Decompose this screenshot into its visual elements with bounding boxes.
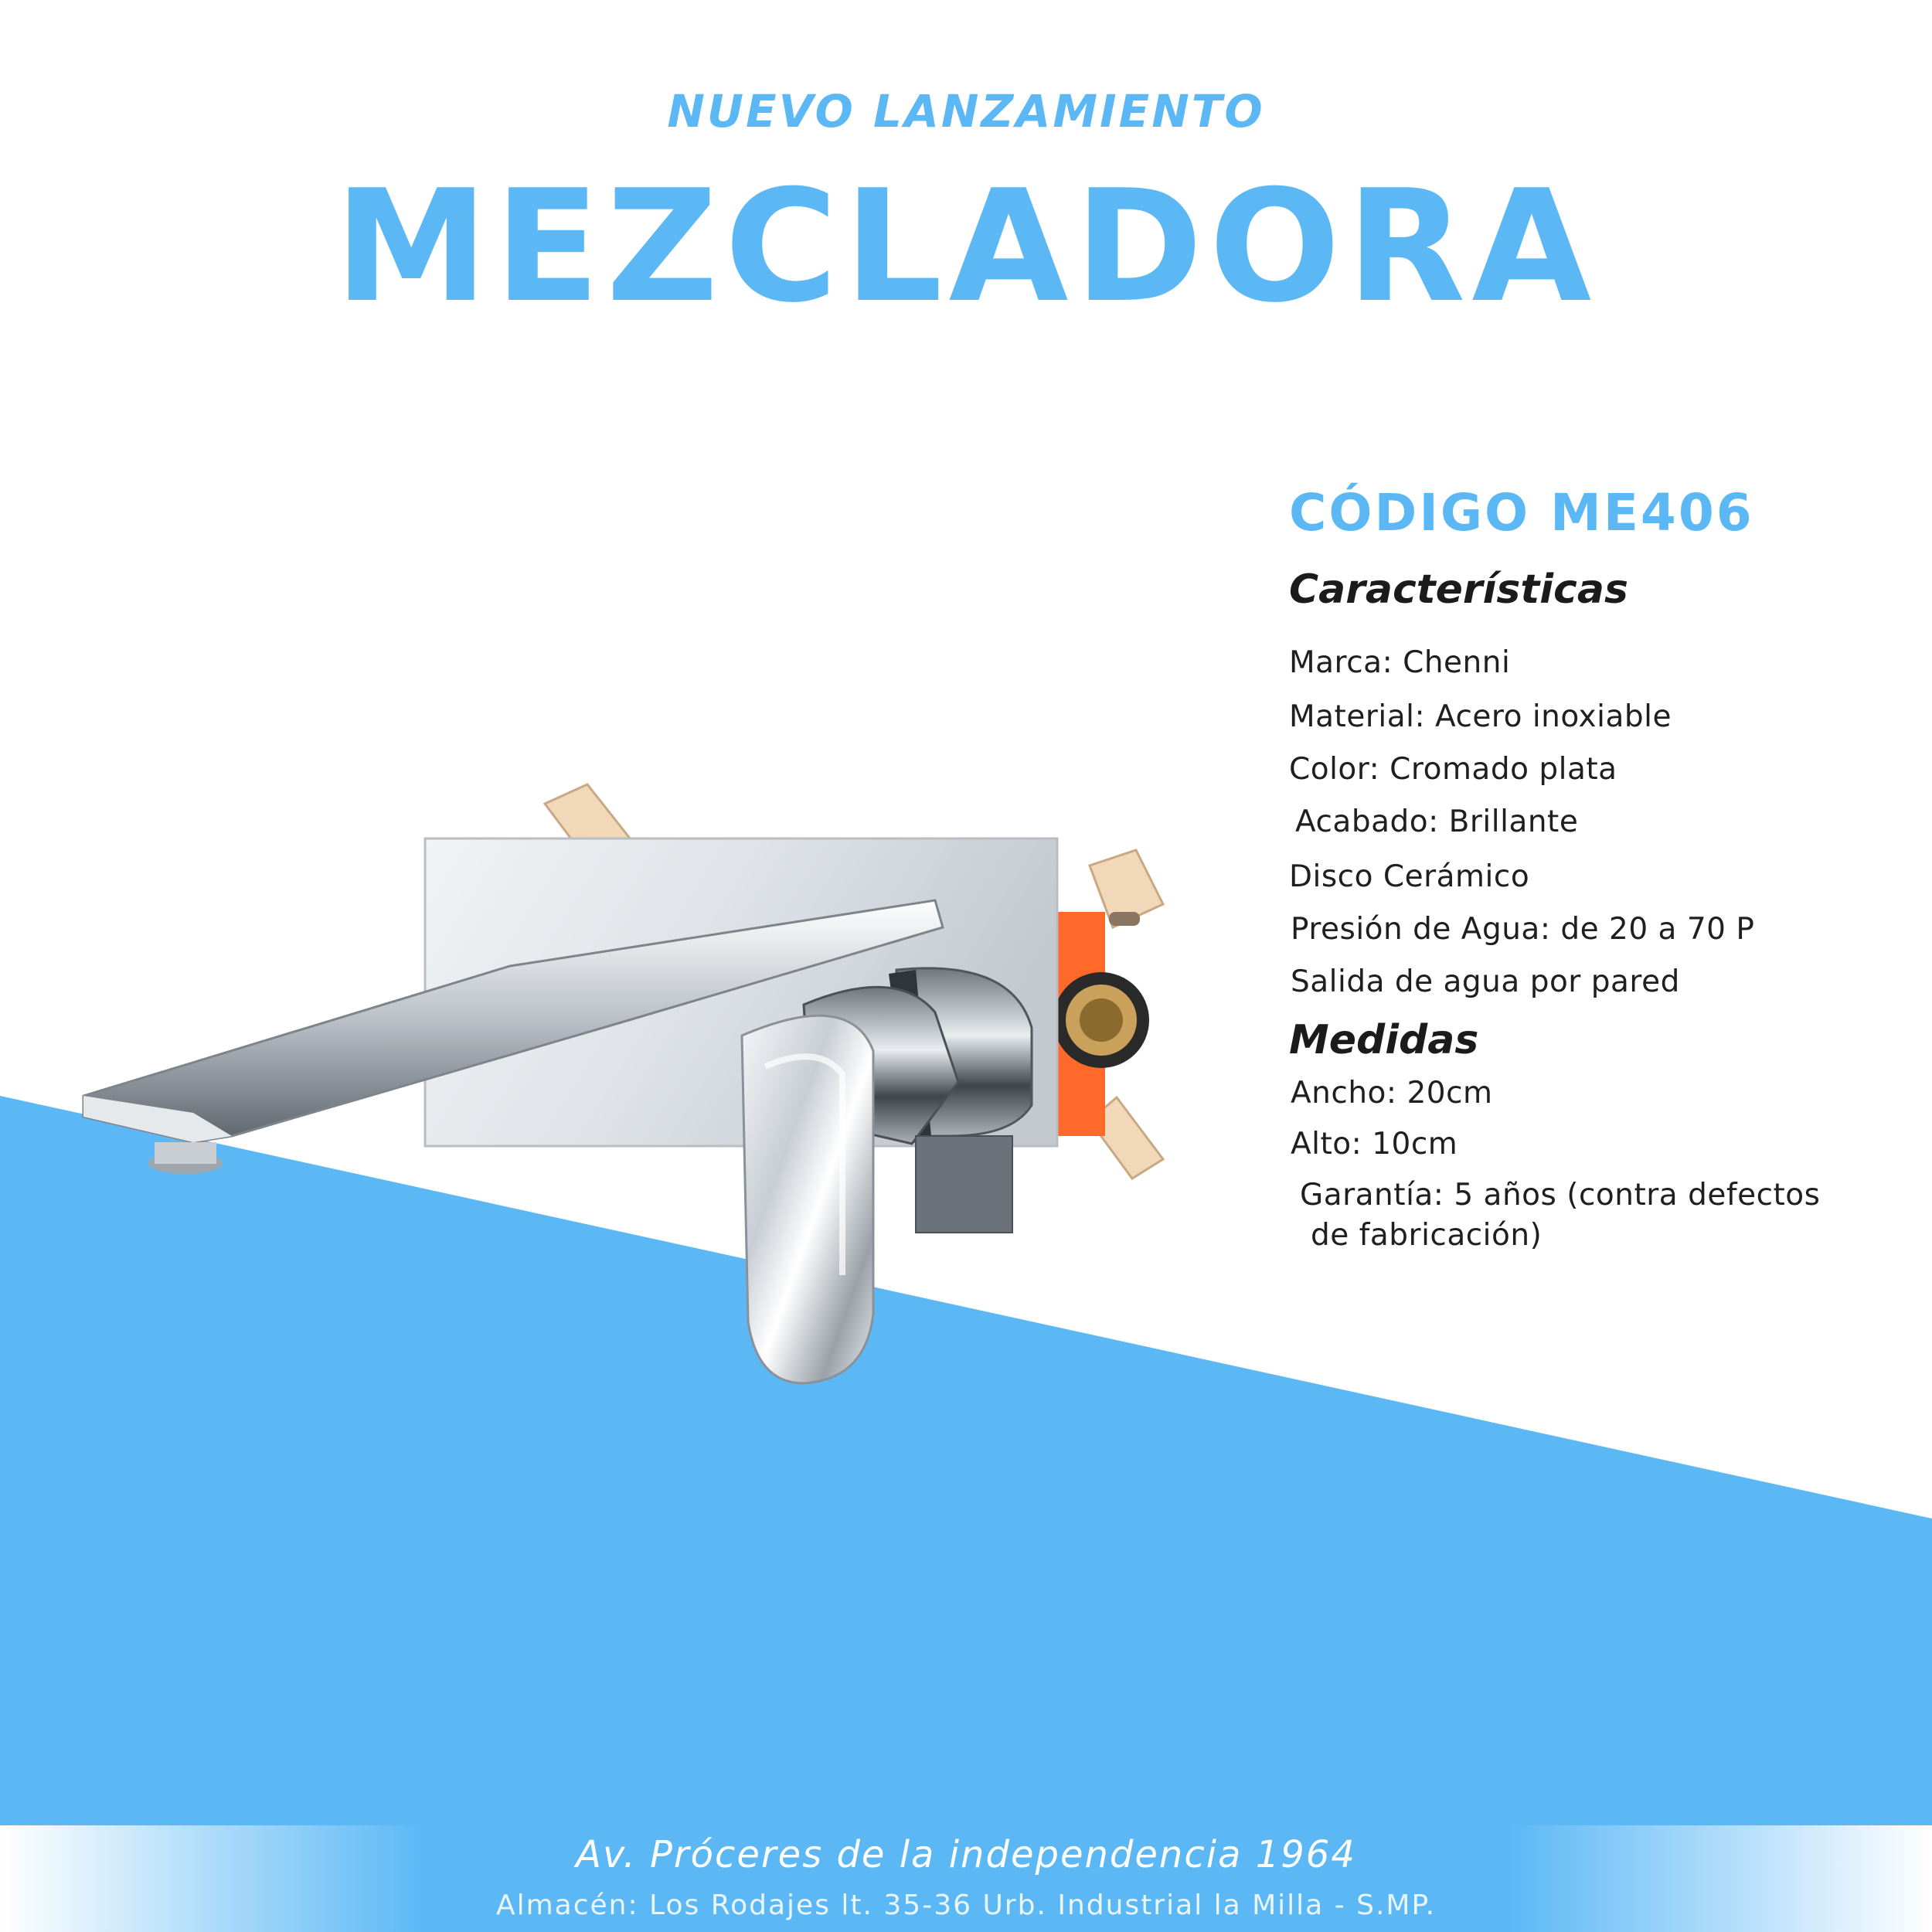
spec-item: Disco Cerámico — [1289, 859, 1530, 894]
spec-item: Color: Cromado plata — [1289, 752, 1617, 787]
spec-item: Acabado: Brillante — [1295, 804, 1579, 839]
product-code: CÓDIGO ME406 — [1289, 483, 1754, 543]
features-heading: Características — [1289, 566, 1628, 613]
spec-item: Material: Acero inoxiable — [1289, 699, 1672, 734]
footer-address: Av. Próceres de la independencia 1964 — [576, 1833, 1356, 1876]
spec-item: Salida de agua por pared — [1291, 964, 1680, 999]
measures-heading: Medidas — [1289, 1017, 1479, 1063]
eyebrow-label: NUEVO LANZAMIENTO — [667, 85, 1265, 138]
measure-item: Alto: 10cm — [1291, 1127, 1458, 1162]
measure-item: Garantía: 5 años (contra defectos — [1300, 1178, 1821, 1213]
measure-item: de fabricación) — [1311, 1218, 1543, 1253]
footer-warehouse: Almacén: Los Rodajes lt. 35-36 Urb. Industrial la Milla - S.MP. — [495, 1889, 1437, 1921]
spec-item: Presión de Agua: de 20 a 70 P — [1291, 912, 1755, 947]
spec-item: Marca: Chenni — [1289, 645, 1511, 680]
mixer-handle — [742, 968, 1032, 1383]
measure-item: Ancho: 20cm — [1291, 1076, 1493, 1111]
page-title: MEZCLADORA — [334, 157, 1598, 337]
